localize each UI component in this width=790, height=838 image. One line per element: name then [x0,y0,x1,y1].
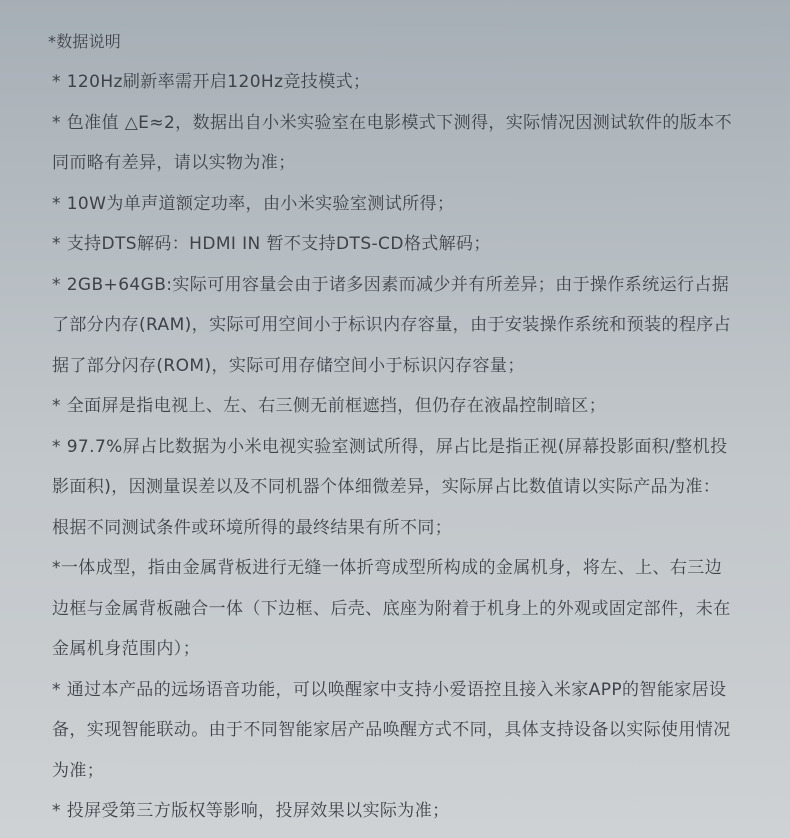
note-color-accuracy: * 色准值 △E≈2，数据出自小米实验室在电影模式下测得，实际情况因测试软件的版本不同而略有差异，请以实物为准； [52,112,732,173]
note-voice-control: * 通过本产品的远场语音功能，可以唤醒家中支持小爱语控且接入米家APP的智能家居设备，实现智能联动。由于不同智能家居产品唤醒方式不同，具体支持设备以实际使用情况为准； [52,679,731,781]
data-notes-list [52,62,736,832]
note-screen-casting: * 投屏受第三方版权等影响，投屏效果以实际为准； [52,801,450,821]
note-unibody: *一体成型，指由金属背板进行无缝一体折弯成型所构成的金属机身，将左、上、右三边边框与金属背板融合一体（下边框、后壳、底座为附着于机身上的外观或固定部件，未在金属机身范围内）； [52,558,731,659]
note-full-screen: * 全面屏是指电视上、左、右三侧无前框遮挡，但仍存在液晶控制暗区； [52,396,607,416]
note-storage-capacity: * 2GB+64GB:实际可用容量会由于诸多因素而减少并有所差异；由于操作系统运行占据了部分内存(RAM)，实际可用空间小于标识内存容量，由于安装操作系统和预装的程序占据了部分闪存(ROM)，实际可用存储空间小于标识闪存容量； [52,274,732,376]
note-dts-decoding: * 支持DTS解码：HDMI IN 暂不支持DTS-CD格式解码； [52,234,491,254]
data-notes-title: *数据说明 [48,32,122,51]
note-screen-ratio: * 97.7%屏占比数据为小米电视实验室测试所得，屏占比是指正视(屏幕投影面积/整机投影面积)，因测量误差以及不同机器个体细微差异，实际屏占比数值请以实际产品为准：根据不同测试条件或环境所得的最终结果有所不同； [52,436,728,538]
note-refresh-rate: * 120Hz刷新率需开启120Hz竞技模式； [52,72,371,92]
note-speaker-power: * 10W为单声道额定功率，由小米实验室测试所得； [52,193,455,214]
